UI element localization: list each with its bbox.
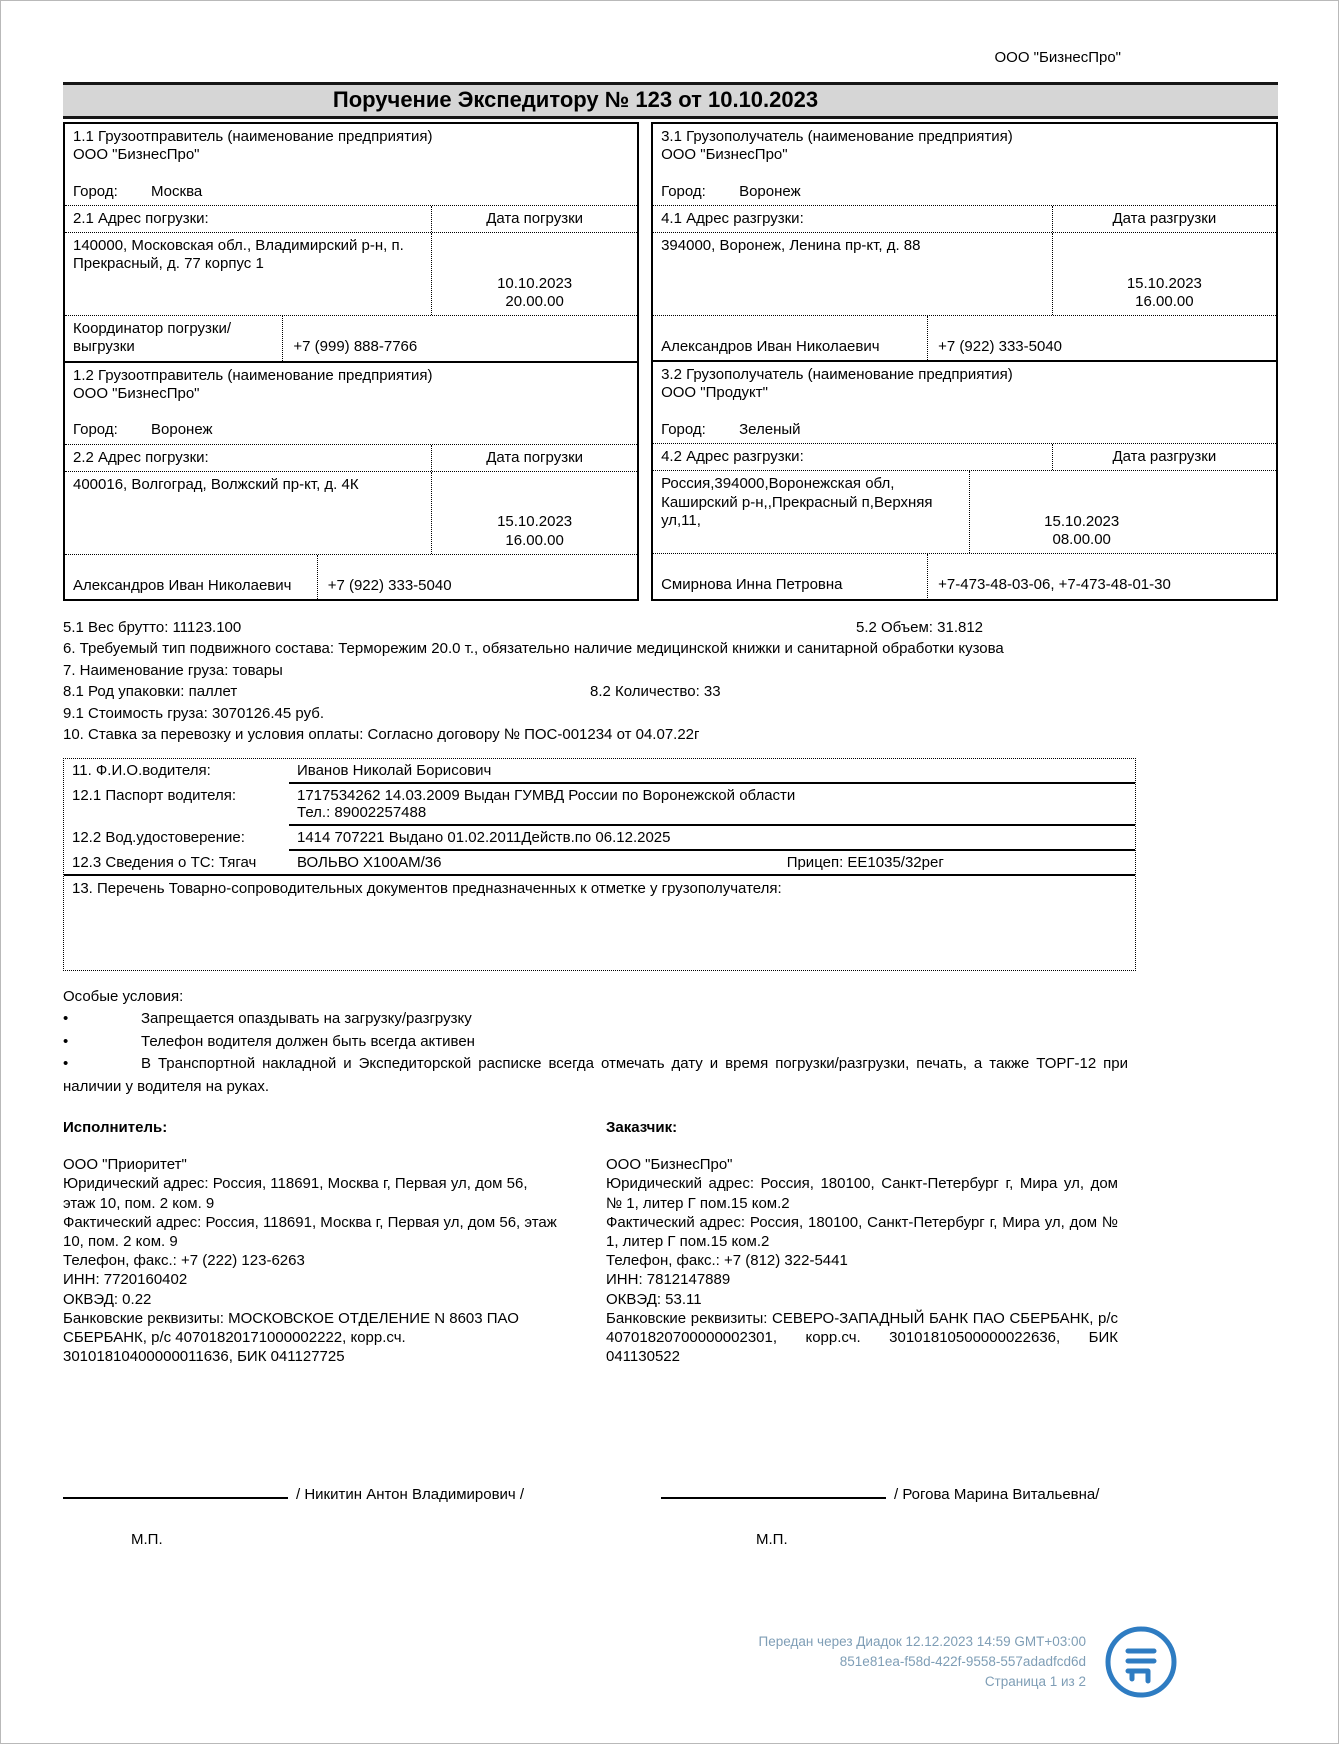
- city-value: Воронеж: [739, 182, 801, 200]
- party-label: 3.2 Грузополучатель (наименование предприятия): [661, 366, 1013, 384]
- contact-phone: +7 (922) 333-5040: [317, 555, 637, 599]
- customer-company: ООО "БизнесПро": [606, 1156, 733, 1174]
- condition-text: Телефон водителя должен быть всегда активен: [141, 1032, 475, 1050]
- date-label: Дата разгрузки: [1052, 444, 1276, 470]
- signature-line: [63, 1484, 288, 1499]
- executor-title: Исполнитель:: [63, 1119, 168, 1137]
- special-conditions: [63, 986, 1278, 1099]
- contact-phone: +7 (922) 333-5040: [927, 316, 1276, 360]
- passport-number: 1717534262 14.03.2009 Выдан ГУМВД России по Воронежской области: [297, 786, 796, 804]
- party-label: 1.1 Грузоотправитель (наименование предприятия): [73, 128, 433, 145]
- driver-license-value: 1414 707221 Выдано 01.02.2011Действ.по 06.12.2025: [289, 826, 1135, 851]
- customer-title: Заказчик:: [606, 1119, 678, 1137]
- bullet: •: [63, 1032, 69, 1050]
- customer-signature: [661, 1484, 1221, 1548]
- contact-phone: +7-473-48-03-06, +7-473-48-01-30: [927, 554, 1276, 598]
- executor-company: ООО "Приоритет": [63, 1156, 187, 1174]
- consignment-table: [63, 122, 1278, 601]
- executor-signature: [63, 1484, 661, 1548]
- special-condition-item: [63, 1053, 1128, 1098]
- address-value: 394000, Воронеж, Ленина пр-кт, д. 88: [661, 237, 921, 255]
- vehicle-label: 12.3 Сведения о ТС: Тягач: [72, 853, 257, 871]
- driver-table: [63, 758, 1136, 971]
- customer-inn: ИНН: 7812147889: [606, 1271, 731, 1289]
- address-body-row: [65, 472, 637, 555]
- executor-stamp-place: М.П.: [131, 1531, 163, 1549]
- customer-okved: ОКВЭД: 53.11: [606, 1290, 702, 1308]
- contact-phone: +7 (999) 888-7766: [282, 316, 637, 361]
- date-label: Дата погрузки: [431, 445, 637, 471]
- datetime-cell: [431, 233, 637, 315]
- city-label: Город:: [661, 182, 706, 200]
- cargo-name: 7. Наименование груза: товары: [63, 661, 283, 679]
- weight-volume-row: [63, 617, 1278, 638]
- gross-weight: 5.1 Вес брутто: 11123.100: [63, 618, 242, 636]
- signatures-section: [63, 1484, 1278, 1548]
- driver-name-value: Иванов Николай Борисович: [289, 759, 1135, 784]
- address-header-row: [653, 206, 1276, 233]
- party-city-row: [661, 421, 1268, 439]
- party-label: 3.1 Грузополучатель (наименование предприятия): [661, 128, 1013, 145]
- vehicle-row: [64, 851, 1135, 876]
- consignee-2-head: [653, 362, 1276, 444]
- city-label: Город:: [661, 420, 706, 438]
- contact-name: Координатор погрузки/выгрузки: [73, 320, 231, 356]
- customer-stamp-place: М.П.: [756, 1531, 788, 1549]
- datetime-cell: [969, 471, 1193, 553]
- bullet: •: [63, 1010, 69, 1028]
- customer-legal-address: Юридический адрес: Россия, 180100, Санкт-Петербург г, Мира ул, дом № 1, литер Г пом.15 ком.2: [606, 1175, 1118, 1212]
- customer-actual-address: Фактический адрес: Россия, 180100, Санкт-Петербург г, Мира ул, дом № 1, литер Г пом.15 ком.2: [606, 1213, 1118, 1251]
- executor-actual-address: Фактический адрес: Россия, 118691, Москва г, Первая ул, дом 56, этаж 10, пом. 2 ком. 9: [63, 1213, 557, 1251]
- consignor-column: [63, 122, 639, 601]
- party-city-row: [73, 183, 629, 201]
- address-value: Россия,394000,Воронежская обл, Каширский р-н,,Прекрасный п,Верхняя ул,11,: [661, 475, 933, 529]
- driver-passport-row: [64, 784, 1135, 826]
- contact-row: [653, 554, 1276, 598]
- section-1-2: [65, 363, 637, 599]
- packaging-row: [63, 681, 1278, 702]
- special-condition-item: [63, 1008, 1128, 1031]
- customer-phone: Телефон, факс.: +7 (812) 322-5441: [606, 1252, 848, 1270]
- quantity: 8.2 Количество: 33: [590, 683, 721, 701]
- vehicle-value: ВОЛЬВО Х100АМ/36: [297, 853, 442, 871]
- customer-bank-details: Банковские реквизиты: СЕВЕРО-ЗАПАДНЫЙ БАНК ПАО СБЕРБАНК, р/с 40701820700000002301, корр.сч. 30101810500000022636, БИК 041130522: [606, 1309, 1118, 1366]
- diadoc-logo-icon: [1102, 1623, 1180, 1701]
- driver-passport-label: 12.1 Паспорт водителя:: [72, 786, 237, 804]
- volume: 5.2 Объем: 31.812: [856, 618, 984, 636]
- city-value: Зеленый: [739, 420, 801, 438]
- time-value: 16.00.00: [1135, 292, 1194, 310]
- trailer-value: Прицеп: ЕЕ1035/32рег: [786, 853, 944, 871]
- documents-list-cell: 13. Перечень Товарно-сопроводительных документов предназначенных к отметке у грузополучателя:: [72, 879, 782, 897]
- party-city-row: [73, 421, 629, 439]
- address-header-row: [653, 444, 1276, 471]
- executor-okved: ОКВЭД: 0.22: [63, 1290, 152, 1308]
- signature-row: [63, 1484, 661, 1503]
- date-label: Дата погрузки: [431, 206, 637, 232]
- section-1-1: [65, 124, 637, 363]
- address-header-row: [65, 206, 637, 233]
- executor-bank-details: Банковские реквизиты: МОСКОВСКОЕ ОТДЕЛЕНИЕ N 8603 ПАО СБЕРБАНК, р/с 40701820171000002222, корр.сч. 30101810400000011636, БИК 041127725: [63, 1309, 519, 1366]
- executor-inn: ИНН: 7720160402: [63, 1271, 188, 1289]
- consignee-1-head: [653, 124, 1276, 206]
- address-body-row: [653, 233, 1276, 316]
- executor-legal-address: Юридический адрес: Россия, 118691, Москва г, Первая ул, дом 56, этаж 10, пом. 2 ком. 9: [63, 1175, 528, 1212]
- address-label: 2.2 Адрес погрузки:: [73, 448, 209, 466]
- address-value: 140000, Московская обл., Владимирский р-н, п. Прекрасный, д. 77 корпус 1: [73, 237, 404, 273]
- city-value: Воронеж: [151, 421, 213, 439]
- city-label: Город:: [73, 182, 118, 200]
- executor-phone: Телефон, факс.: +7 (222) 123-6263: [63, 1252, 305, 1270]
- contact-row: [653, 316, 1276, 360]
- document-uuid: 851e81ea-f58d-422f-9558-557adadfcd6d: [839, 1653, 1086, 1669]
- condition-text: Запрещается опаздывать на загрузку/разгрузку: [141, 1010, 472, 1028]
- diadoc-stamp: [759, 1623, 1180, 1701]
- bullet: •: [63, 1055, 69, 1073]
- rate-terms: 10. Ставка за перевозку и условия оплаты: Согласно договору № ПОС-001234 от 04.07.22г: [63, 726, 700, 744]
- driver-license-label: 12.2 Вод.удостоверение:: [72, 828, 245, 846]
- special-conditions-title: Особые условия:: [63, 987, 184, 1005]
- address-header-row: [65, 445, 637, 472]
- contact-name: Александров Иван Николаевич: [661, 337, 880, 355]
- party-name: ООО "БизнесПро": [73, 385, 200, 403]
- executor-signatory: / Никитин Антон Владимирович /: [296, 1486, 525, 1504]
- packaging: 8.1 Род упаковки: паллет: [63, 683, 238, 701]
- consignor-2-head: [65, 363, 637, 445]
- consignor-1-head: [65, 124, 637, 206]
- date-value: 15.10.2023: [1126, 274, 1202, 292]
- party-city-row: [661, 183, 1268, 201]
- contact-row: [65, 316, 637, 361]
- vehicle-cell: [289, 851, 1135, 874]
- datetime-cell: [1052, 233, 1276, 315]
- driver-license-row: [64, 826, 1135, 851]
- document-title: Поручение Экспедитору № 123 от 10.10.2023: [63, 82, 1278, 119]
- section-3-2: [653, 362, 1276, 598]
- special-condition-item: [63, 1031, 1128, 1054]
- section-3-1: [653, 124, 1276, 362]
- executor-block: [63, 1118, 563, 1366]
- party-label: 1.2 Грузоотправитель (наименование предприятия): [73, 366, 433, 384]
- address-body-row: [65, 233, 637, 316]
- time-value: 08.00.00: [1052, 531, 1111, 549]
- party-name: ООО "БизнесПро": [661, 146, 788, 164]
- address-body-row: [653, 471, 1276, 554]
- parties-section: [63, 1118, 1278, 1366]
- address-label: 2.1 Адрес погрузки:: [73, 209, 209, 227]
- city-value: Москва: [151, 182, 203, 200]
- transfer-info: Передан через Диадок 12.12.2023 14:59 GMT+03:00: [758, 1633, 1086, 1649]
- consignee-column: [651, 122, 1278, 601]
- address-label: 4.1 Адрес разгрузки:: [661, 209, 804, 227]
- cargo-info: [63, 617, 1278, 746]
- time-value: 20.00.00: [505, 292, 564, 310]
- address-label: 4.2 Адрес разгрузки:: [661, 448, 804, 466]
- cargo-cost: 9.1 Стоимость груза: 3070126.45 руб.: [63, 704, 324, 722]
- date-label: Дата разгрузки: [1052, 206, 1276, 232]
- condition-text: В Транспортной накладной и Экспедиторской расписке всегда отмечать дату и время погрузки/разгрузки, печать, а также ТОРГ-12 при наличии у водителя на руках.: [63, 1055, 1128, 1095]
- date-value: 10.10.2023: [497, 274, 573, 292]
- city-label: Город:: [73, 421, 118, 439]
- driver-passport-value: [289, 784, 1135, 826]
- signature-line: [661, 1484, 886, 1499]
- header-company: ООО "БизнесПро": [994, 49, 1121, 66]
- signature-row: [661, 1484, 1221, 1503]
- contact-name: Смирнова Инна Петровна: [661, 576, 843, 594]
- customer-block: [606, 1118, 1118, 1366]
- driver-name-row: [64, 759, 1135, 784]
- vehicle-type: 6. Требуемый тип подвижного состава: Терморежим 20.0 т., обязательно наличие медицинской книжки и санитарной обработки кузова: [63, 640, 1004, 658]
- passport-phone: Тел.: 89002257488: [297, 803, 427, 821]
- date-value: 15.10.2023: [497, 513, 573, 531]
- address-value: 400016, Волгоград, Волжский пр-кт, д. 4К: [73, 475, 359, 493]
- customer-signatory: / Рогова Марина Витальевна/: [894, 1486, 1100, 1504]
- party-name: ООО "Продукт": [661, 384, 768, 402]
- diadoc-stamp-text: [759, 1632, 1086, 1693]
- time-value: 16.00.00: [505, 531, 564, 549]
- driver-name-label: 11. Ф.И.О.водителя:: [72, 761, 211, 779]
- datetime-cell: [431, 472, 637, 554]
- page-number: Страница 1 из 2: [984, 1674, 1086, 1690]
- party-name: ООО "БизнесПро": [73, 146, 200, 164]
- contact-row: [65, 555, 637, 599]
- contact-name: Александров Иван Николаевич: [73, 576, 292, 594]
- date-value: 15.10.2023: [1044, 512, 1120, 530]
